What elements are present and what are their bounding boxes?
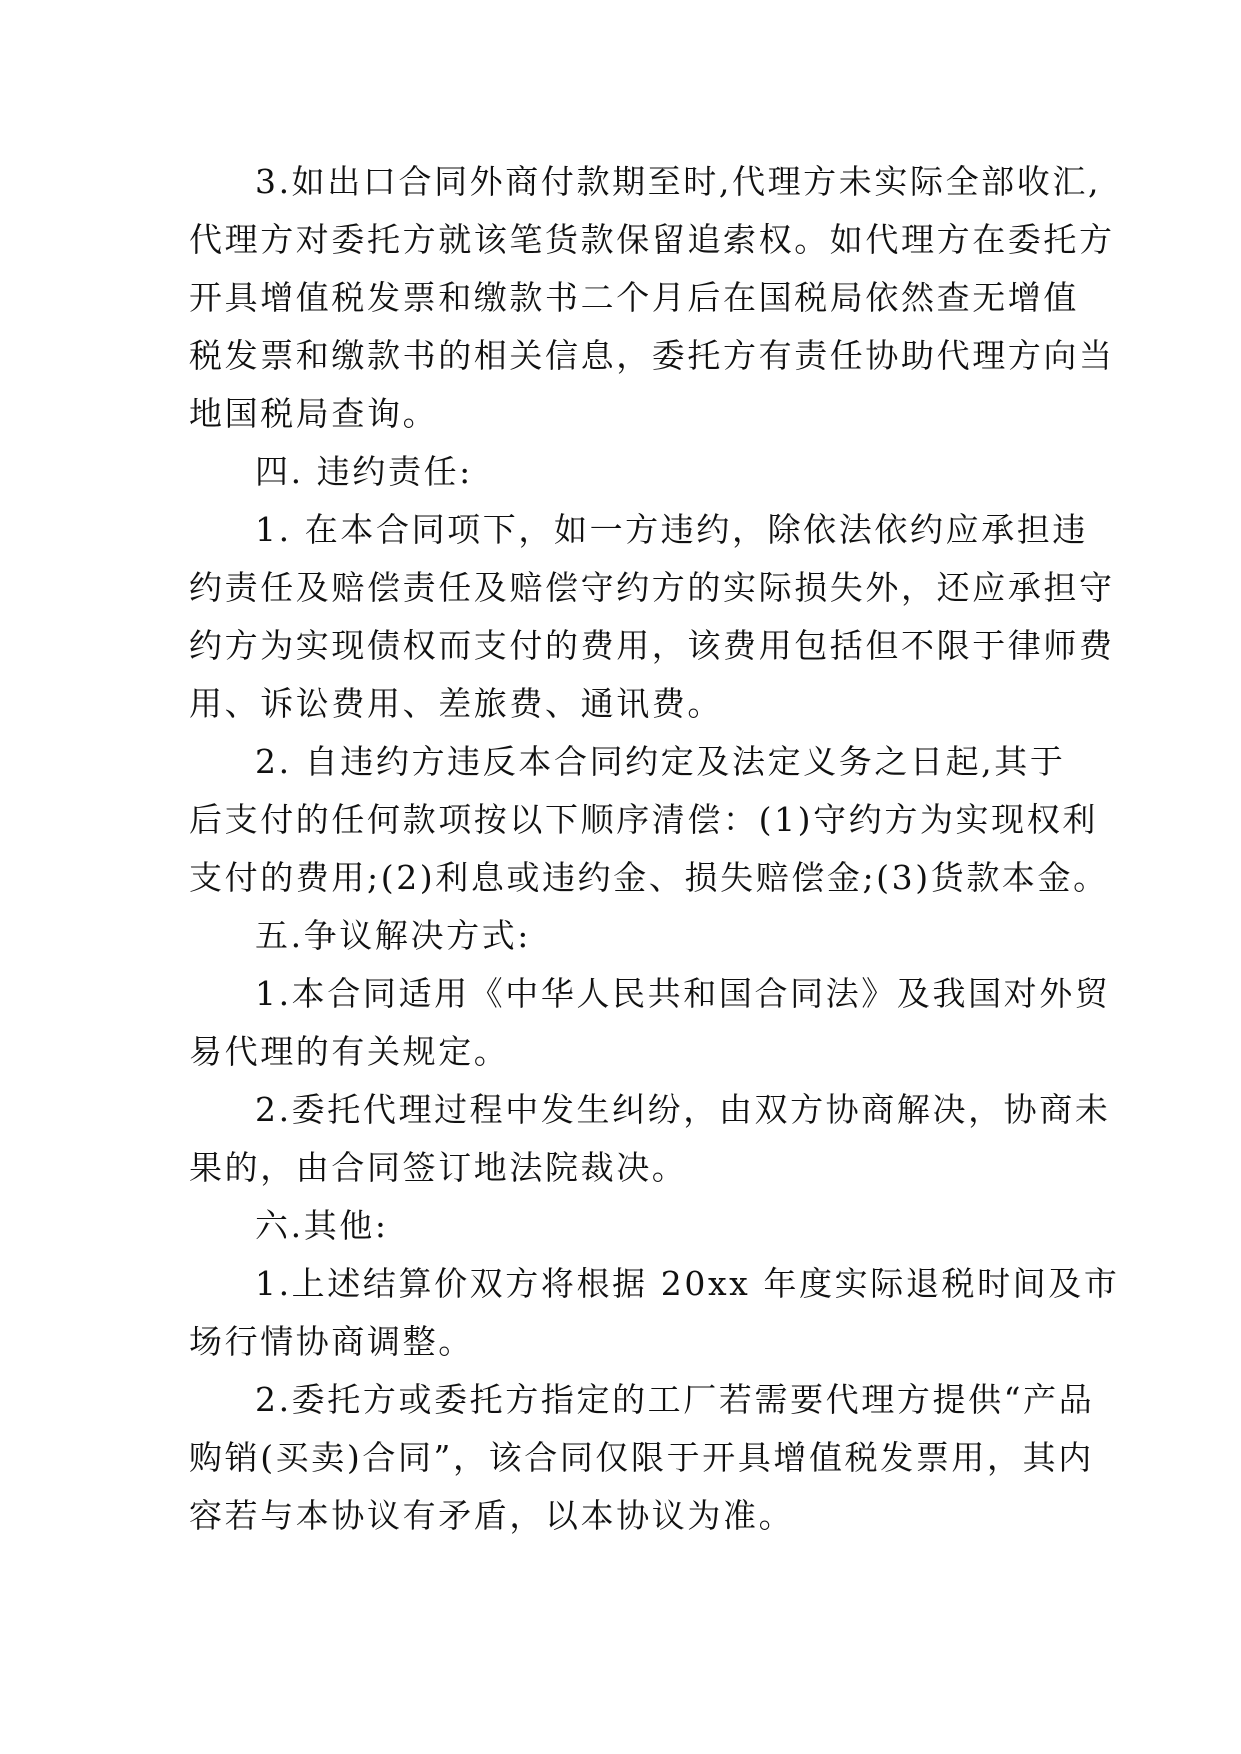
section-heading-dispute [189, 907, 1069, 965]
text-line: 约责任及赔偿责任及赔偿守约方的实际损失外，还应承担守 [189, 568, 1115, 607]
text-line: 税发票和缴款书的相关信息，委托方有责任协助代理方向当 [189, 336, 1115, 375]
clause-dispute-1 [189, 965, 1111, 1081]
text-line: 容若与本协议有矛盾，以本协议为准。 [189, 1496, 795, 1535]
text-line: 1.本合同适用《中华人民共和国合同法》及我国对外贸 [255, 974, 1111, 1013]
text-line: 1.上述结算价双方将根据 20xx 年度实际退税时间及市 [255, 1264, 1120, 1303]
text-line: 易代理的有关规定。 [189, 1032, 510, 1071]
text-line: 支付的费用;(2)利息或违约金、损失赔偿金;(3)货款本金。 [189, 858, 1109, 897]
text-line: 1. 在本合同项下，如一方违约，除依法依约应承担违 [255, 510, 1088, 549]
text-line: 用、诉讼费用、差旅费、通讯费。 [189, 684, 723, 723]
text-line: 购销(买卖)合同”，该合同仅限于开具增值税发票用，其内 [189, 1438, 1094, 1477]
text-line: 地国税局查询。 [189, 394, 439, 433]
text-line: 3.如出口合同外商付款期至时,代理方未实际全部收汇, [255, 162, 1102, 201]
clause-breach-2 [189, 733, 1109, 907]
clause-dispute-2 [189, 1081, 1111, 1197]
text-line: 2.委托代理过程中发生纠纷，由双方协商解决，协商未 [255, 1090, 1111, 1129]
text-line: 2.委托方或委托方指定的工厂若需要代理方提供“产品 [255, 1380, 1095, 1419]
text-line: 约方为实现债权而支付的费用，该费用包括但不限于律师费 [189, 626, 1115, 665]
clause-breach-1 [189, 501, 1115, 733]
section-heading: 五.争议解决方式: [255, 916, 532, 955]
text-line: 后支付的任何款项按以下顺序清偿：(1)守约方为实现权利 [189, 800, 1098, 839]
section-heading: 四. 违约责任: [255, 452, 473, 491]
section-heading-other [189, 1197, 1069, 1255]
text-line: 2. 自违约方违反本合同约定及法定义务之日起,其于 [255, 742, 1066, 781]
text-line: 场行情协商调整。 [189, 1322, 474, 1361]
document-body [189, 153, 1120, 1545]
text-line: 代理方对委托方就该笔货款保留追索权。如代理方在委托方 [189, 220, 1115, 259]
section-heading: 六.其他: [255, 1206, 389, 1245]
clause-3-collection [189, 153, 1115, 443]
text-line: 开具增值税发票和缴款书二个月后在国税局依然查无增值 [189, 278, 1079, 317]
clause-other-2 [189, 1371, 1095, 1545]
clause-other-1 [189, 1255, 1120, 1371]
section-heading-breach [189, 443, 1069, 501]
text-line: 果的，由合同签订地法院裁决。 [189, 1148, 688, 1187]
